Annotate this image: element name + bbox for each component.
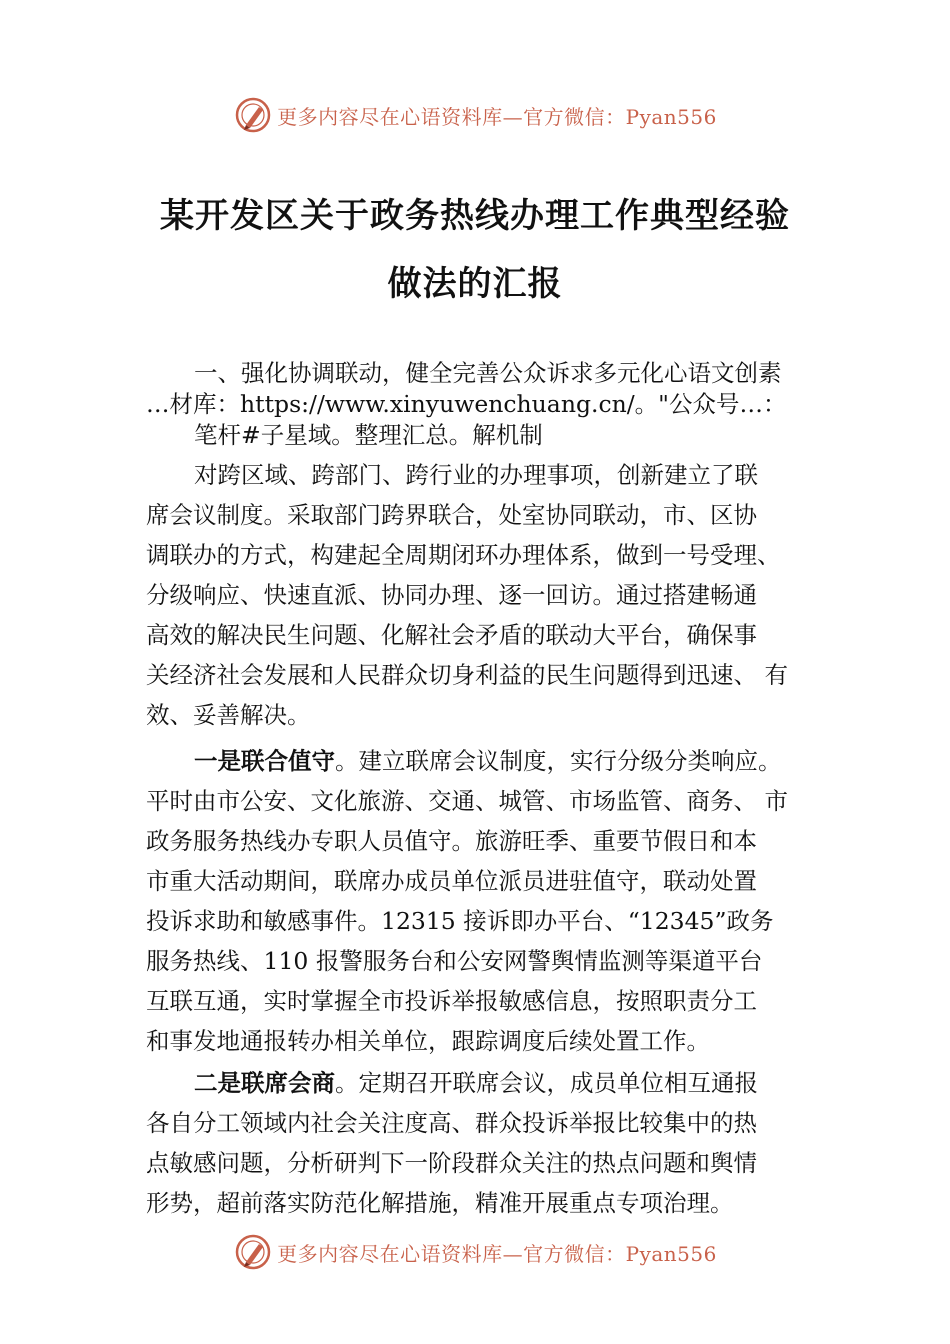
text-line: 和事发地通报转办相关单位，跟踪调度后续处置工作。: [146, 1027, 710, 1055]
text-line: 投诉求助和敏感事件。12315 接诉即办平台、“12345”政务: [146, 907, 774, 935]
text-line: 形势，超前落实防范化解措施，精准开展重点专项治理。: [146, 1189, 734, 1217]
text-line: 政务服务热线办专职人员值守。旅游旺季、重要节假日和本: [146, 827, 757, 855]
document-title-line-2: 做法的汇报: [387, 264, 563, 304]
text-line: 笔杆#子星域。整理汇总。解机制: [194, 421, 543, 449]
text-line: 关经济社会发展和人民群众切身利益的民生问题得到迅速、 有: [146, 661, 788, 689]
pen-logo-icon: [233, 95, 273, 135]
text-line: 对跨区域、跨部门、跨行业的办理事项，创新建立了联: [194, 461, 758, 489]
text-line: 调联办的方式，构建起全周期闭环办理体系，做到一号受理、: [146, 541, 781, 569]
text-line: 席会议制度。采取部门跨界联合，处室协同联动，市、区协: [146, 501, 757, 529]
paragraph: [146, 741, 826, 1061]
text-run: 。定期召开联席会议，成员单位相互通报: [335, 1069, 758, 1097]
pen-logo-icon: [233, 1232, 273, 1272]
text-line: 市重大活动期间，联席办成员单位派员进驻值守，联动处置: [146, 867, 757, 895]
text-line: 分级响应、快速直派、协同办理、逐一回访。通过搭建畅通: [146, 581, 757, 609]
text-line: [146, 741, 826, 781]
paragraph-lead: 二是联席会商: [194, 1069, 335, 1097]
paragraph: [146, 455, 826, 735]
text-line: 点敏感问题，分析研判下一阶段群众关注的热点问题和舆情: [146, 1149, 757, 1177]
header-banner: [0, 93, 950, 137]
text-line: 服务热线、110 报警服务台和公安网警舆情监测等渠道平台: [146, 947, 763, 975]
text-line: 平时由市公安、文化旅游、交通、城管、市场监管、商务、 市: [146, 787, 788, 815]
text-line: 互联互通，实时掌握全市投诉举报敏感信息，按照职责分工: [146, 987, 757, 1015]
text-line: 高效的解决民生问题、化解社会矛盾的联动大平台，确保事: [146, 621, 757, 649]
document-title-line-1: 某开发区关于政务热线办理工作典型经验: [160, 196, 790, 236]
text-line: …材库：https://www.xinyuwenchuang.cn/。"公众号…：: [146, 390, 787, 418]
paragraph: [146, 1063, 826, 1223]
paragraph-lead: 一是联合值守: [194, 747, 335, 775]
text-line: 一、强化协调联动，健全完善公众诉求多元化心语文创素: [194, 359, 782, 387]
banner-text: 更多内容尽在心语资料库—官方微信：Pyan556: [277, 1241, 717, 1266]
text-line: 各自分工领域内社会关注度高、群众投诉举报比较集中的热: [146, 1109, 757, 1137]
text-line: 效、妥善解决。: [146, 701, 311, 729]
text-line: [146, 1063, 826, 1103]
section-heading: [146, 358, 826, 451]
banner-text: 更多内容尽在心语资料库—官方微信：Pyan556: [277, 104, 717, 129]
footer-banner: [0, 1230, 950, 1274]
text-run: 。建立联席会议制度，实行分级分类响应。: [335, 747, 782, 775]
